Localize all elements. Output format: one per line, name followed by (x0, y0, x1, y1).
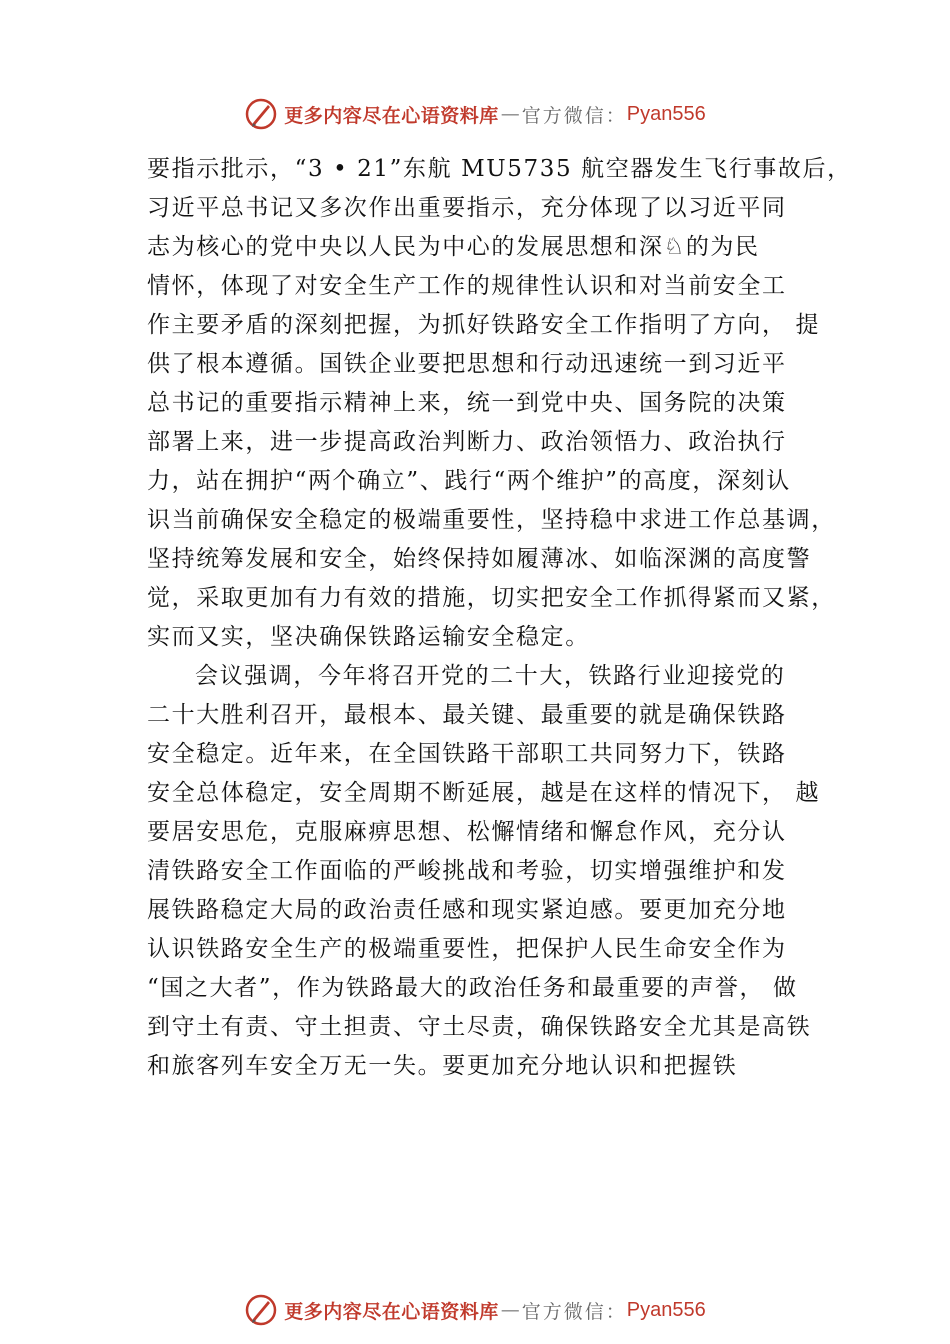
text-line: 情怀，体现了对安全生产工作的规律性认识和对当前安全工 (147, 273, 787, 299)
official-wechat-label: 官方微信： (521, 104, 627, 127)
text-line: 和旅客列车安全万无一失。要更加充分地认识和把握铁 (147, 1053, 738, 1079)
text-line: 习近平总书记又多次作出重要指示，充分体现了以习近平同 (147, 195, 787, 221)
text-line: 作主要矛盾的深刻把握，为抓好铁路安全工作指明了方向， 提 (147, 312, 821, 338)
text-line: 安全总体稳定，安全周期不断延展，越是在这样的情况下， 越 (147, 780, 821, 806)
text-line: 觉，采取更加有力有效的措施，切实把安全工作抓得紧而又紧， (147, 585, 836, 611)
text-line: 到守土有责、守土担责、守土尽责，确保铁路安全尤其是高铁 (147, 1014, 812, 1040)
official-wechat-label: 官方微信： (521, 1300, 627, 1323)
text-line: 总书记的重要指示精神上来，统一到党中央、国务院的决策 (147, 390, 787, 416)
brand-text: 更多内容尽在心语资料库 (284, 1300, 499, 1323)
document-body (147, 150, 852, 1086)
text-line: 安全稳定。近年来，在全国铁路干部职工共同努力下，铁路 (147, 741, 787, 767)
text-line: 认识铁路安全生产的极端重要性，把保护人民生命安全作为 (147, 936, 787, 962)
text-line: 力，站在拥护“两个确立”、践行“两个维护”的高度，深刻认 (147, 468, 791, 494)
paragraph-start-line: 会议强调，今年将召开党的二十大，铁路行业迎接党的 (195, 663, 786, 689)
text-line: 展铁路稳定大局的政治责任感和现实紧迫感。要更加充分地 (147, 897, 787, 923)
text-line: “国之大者”，作为铁路最大的政治任务和最重要的声誉， 做 (147, 975, 798, 1001)
quill-logo-icon (244, 97, 278, 131)
text-line: 识当前确保安全稳定的极端重要性，坚持稳中求进工作总基调， (147, 507, 836, 533)
text-line: 部署上来，进一步提高政治判断力、政治领悟力、政治执行 (147, 429, 787, 455)
brand-text: 更多内容尽在心语资料库 (284, 104, 499, 127)
header-banner (0, 94, 950, 134)
text-line: 要指示批示，“3 • 21”东航 MU5735 航空器发生飞行事故后， (147, 156, 852, 182)
text-line: 志为核心的党中央以人民为中心的发展思想和深♘的为民 (147, 234, 760, 260)
footer-banner (0, 1290, 950, 1330)
quill-logo-icon (244, 1293, 278, 1327)
text-line: 清铁路安全工作面临的严峻挑战和考验，切实增强维护和发 (147, 858, 787, 884)
text-line: 坚持统筹发展和安全，始终保持如履薄冰、如临深渊的高度警 (147, 546, 812, 572)
wechat-id: Pyan556 (626, 102, 706, 125)
text-line: 二十大胜利召开，最根本、最关键、最重要的就是确保铁路 (147, 702, 787, 728)
banner-separator: — (500, 1299, 520, 1321)
wechat-id: Pyan556 (626, 1298, 706, 1321)
text-line: 实而又实，坚决确保铁路运输安全稳定。 (147, 624, 590, 650)
banner-separator: — (500, 103, 520, 125)
text-line: 供了根本遵循。国铁企业要把思想和行动迅速统一到习近平 (147, 351, 787, 377)
text-line: 要居安思危，克服麻痹思想、松懈情绪和懈怠作风，充分认 (147, 819, 787, 845)
